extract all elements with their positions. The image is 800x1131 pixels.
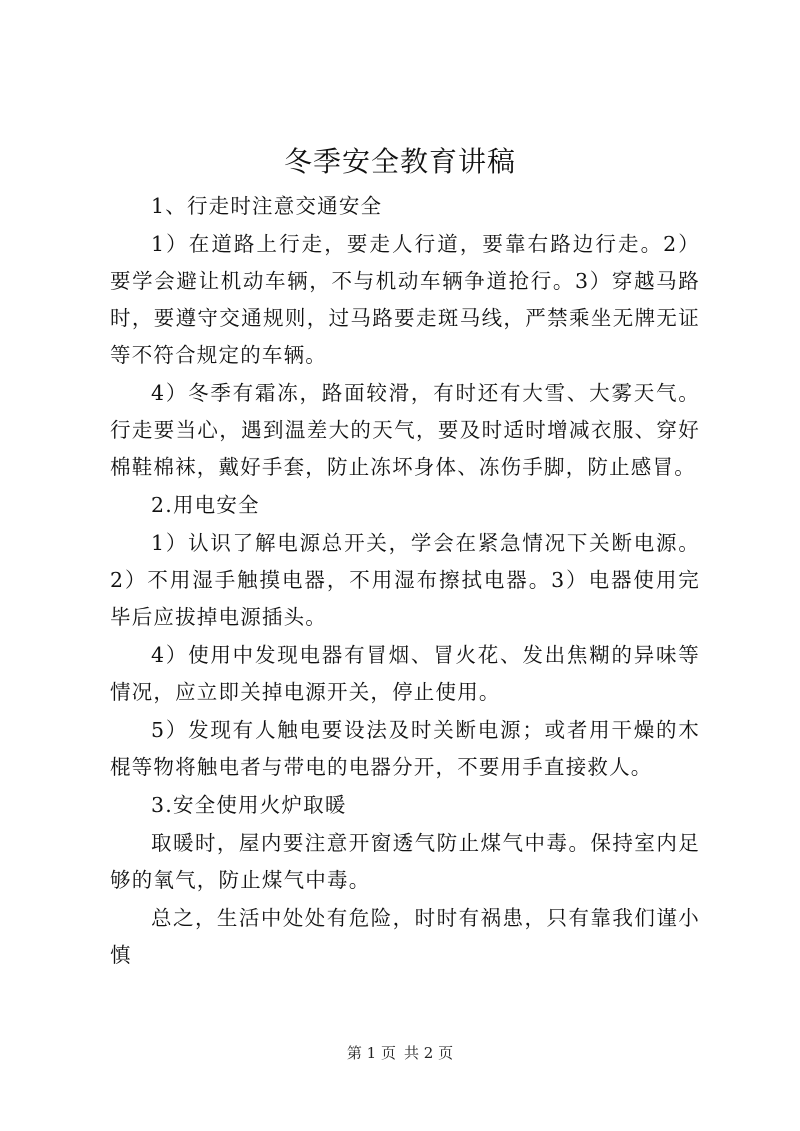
paragraph-conclusion: 总之，生活中处处有危险，时时有祸患，只有靠我们谨小慎 [110, 906, 700, 967]
document-title: 冬季安全教育讲稿 [283, 145, 516, 178]
paragraph-heading-stove: 3.安全使用火炉取暖 [151, 793, 347, 817]
page-number: 第 1 页 [346, 1044, 396, 1062]
paragraph-heading-traffic: 1、行走时注意交通安全 [151, 194, 383, 218]
paragraph-electric-shock: 5）发现有人触电要设法及时关断电源；或者用干燥的木棍等物将触电者与带电的电器分开，不要用手直接救人。 [110, 718, 700, 779]
paragraph-heading-electricity: 2.用电安全 [151, 493, 260, 517]
paragraph-power-switch: 1）认识了解电源总开关，学会在紧急情况下关断电源。2）不用湿手触摸电器，不用湿布擦拭电器。3）电器使用完毕后应拔掉电源插头。 [110, 531, 700, 629]
page-total: 共 2 页 [404, 1044, 454, 1062]
paragraph-winter-walking: 4）冬季有霜冻，路面较滑，有时还有大雪、大雾天气。行走要当心，遇到温差大的天气，要及时适时增减衣服、穿好棉鞋棉袜，戴好手套，防止冻坏身体、冻伤手脚，防止感冒。 [110, 381, 700, 479]
paragraph-traffic-rules: 1）在道路上行走，要走人行道，要靠右路边行走。2）要学会避让机动车辆，不与机动车辆争道抢行。3）穿越马路时，要遵守交通规则，过马路要走斑马线，严禁乘坐无牌无证等不符合规定的车辆。 [110, 232, 700, 367]
paragraph-smoke-warning: 4）使用中发现电器有冒烟、冒火花、发出焦糊的异味等情况，应立即关掉电源开关，停止使用。 [110, 643, 700, 704]
paragraph-ventilation: 取暖时，屋内要注意开窗透气防止煤气中毒。保持室内足够的氧气，防止煤气中毒。 [110, 831, 700, 892]
page-footer [0, 1043, 800, 1063]
document-body [110, 188, 700, 974]
